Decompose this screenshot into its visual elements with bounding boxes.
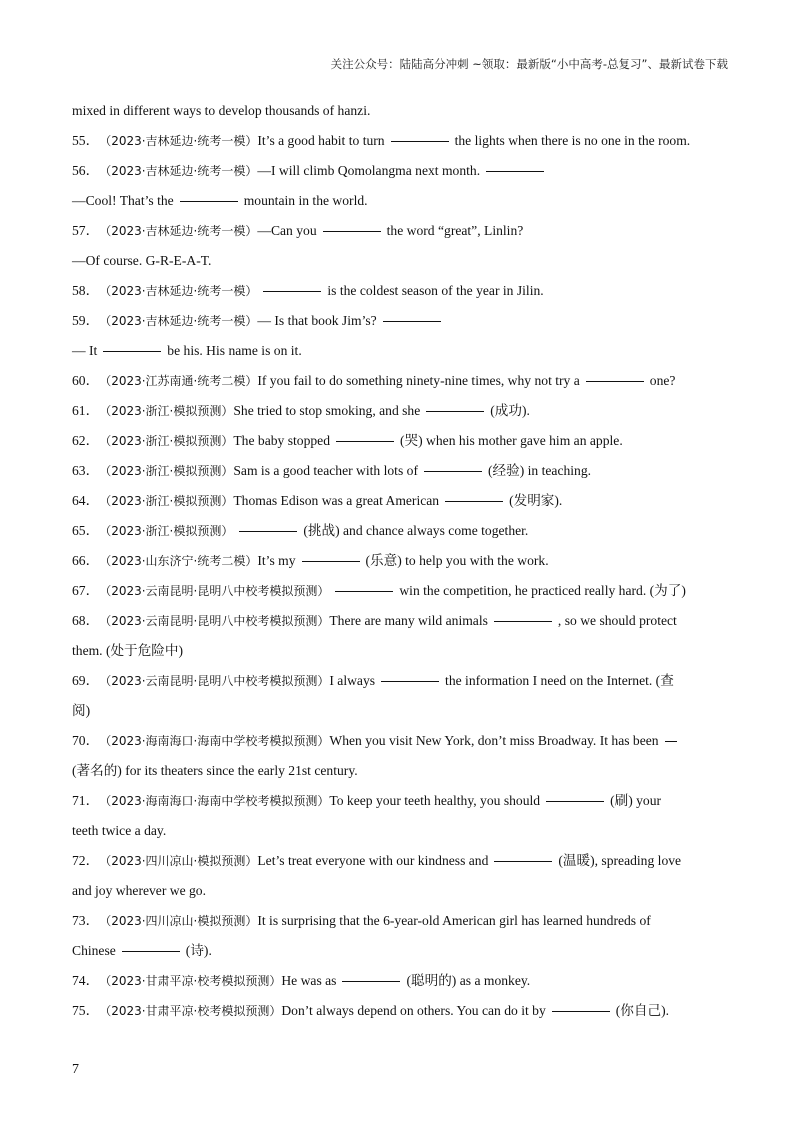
question-source: （2023·吉林延边·统考一模） bbox=[99, 224, 258, 238]
question-source: （2023·海南海口·海南中学校考模拟预测） bbox=[99, 734, 330, 748]
question-number: 68． bbox=[72, 613, 100, 628]
question-number: 69． bbox=[72, 673, 100, 688]
page-header: 关注公众号：陆陆高分冲刺 ~领取：最新版“小中高考-总复习”、最新试卷下载 bbox=[330, 57, 728, 71]
question-source: （2023·浙江·模拟预测） bbox=[99, 404, 234, 418]
question-source: （2023·四川凉山·模拟预测） bbox=[99, 914, 258, 928]
answer-blank[interactable] bbox=[426, 410, 484, 412]
question-text-before: —I will climb Qomolangma next month. bbox=[257, 163, 481, 178]
question-text-before: — Is that book Jim’s? bbox=[257, 313, 377, 328]
question-source: （2023·山东济宁·统考二模） bbox=[99, 554, 258, 568]
answer-blank[interactable] bbox=[263, 290, 321, 292]
question-line bbox=[72, 996, 728, 1026]
question-text-after: (你自己). bbox=[615, 1003, 670, 1018]
continuation-line bbox=[72, 336, 728, 366]
question-text-after: (发明家). bbox=[509, 493, 563, 508]
answer-blank[interactable] bbox=[486, 170, 544, 172]
question-source: （2023·浙江·模拟预测） bbox=[99, 464, 234, 478]
question-text-before: —Can you bbox=[257, 223, 317, 238]
question-line bbox=[72, 126, 728, 156]
continuation-line bbox=[72, 186, 728, 216]
question-text-before: Sam is a good teacher with lots of bbox=[233, 463, 418, 478]
question-number: 71． bbox=[72, 793, 100, 808]
question-text-after: be his. His name is on it. bbox=[167, 343, 302, 358]
question-source: （2023·吉林延边·统考一模） bbox=[99, 314, 258, 328]
answer-blank[interactable] bbox=[445, 500, 503, 502]
question-text-after: (乐意) to help you with the work. bbox=[365, 553, 549, 568]
line-text: teeth twice a day. bbox=[72, 823, 167, 838]
question-text-before: To keep your teeth healthy, you should bbox=[329, 793, 541, 808]
continuation-line bbox=[72, 876, 728, 906]
answer-blank[interactable] bbox=[665, 740, 677, 742]
question-text-before: Don’t always depend on others. You can do it by bbox=[281, 1003, 546, 1018]
answer-blank[interactable] bbox=[383, 320, 441, 322]
answer-blank[interactable] bbox=[342, 980, 400, 982]
question-source: （2023·浙江·模拟预测） bbox=[99, 524, 234, 538]
question-text-before: It is surprising that the 6-year-old American girl has learned hundreds of bbox=[257, 913, 651, 928]
question-number: 63． bbox=[72, 463, 100, 478]
question-text-after: mountain in the world. bbox=[243, 193, 368, 208]
question-number: 72． bbox=[72, 853, 100, 868]
answer-blank[interactable] bbox=[381, 680, 439, 682]
question-line bbox=[72, 306, 728, 336]
question-line bbox=[72, 486, 728, 516]
answer-blank[interactable] bbox=[424, 470, 482, 472]
answer-blank[interactable] bbox=[552, 1010, 610, 1012]
question-text-before: I always bbox=[329, 673, 376, 688]
question-line bbox=[72, 516, 728, 546]
question-line bbox=[72, 666, 728, 696]
answer-blank[interactable] bbox=[546, 800, 604, 802]
question-number: 57． bbox=[72, 223, 100, 238]
question-line bbox=[72, 276, 728, 306]
answer-blank[interactable] bbox=[180, 200, 238, 202]
question-number: 59． bbox=[72, 313, 100, 328]
question-source: （2023·云南昆明·昆明八中校考模拟预测） bbox=[99, 584, 330, 598]
line-text: and joy wherever we go. bbox=[72, 883, 206, 898]
question-text-after: (温暖), spreading love bbox=[558, 853, 682, 868]
question-line bbox=[72, 726, 728, 756]
page-number: 7 bbox=[72, 1062, 79, 1077]
continuation-line bbox=[72, 756, 728, 786]
question-text-before: Thomas Edison was a great American bbox=[233, 493, 440, 508]
question-text-after: , so we should protect bbox=[557, 613, 677, 628]
question-text-after: the lights when there is no one in the room. bbox=[454, 133, 691, 148]
question-text-after: (经验) in teaching. bbox=[487, 463, 592, 478]
question-source: （2023·四川凉山·模拟预测） bbox=[99, 854, 258, 868]
question-line bbox=[72, 966, 728, 996]
question-text-before: When you visit New York, don’t miss Broadway. It has been bbox=[329, 733, 659, 748]
question-source: （2023·甘肃平凉·校考模拟预测） bbox=[99, 1004, 282, 1018]
question-line bbox=[72, 216, 728, 246]
continuation-line bbox=[72, 696, 728, 726]
question-text-after: (挑战) and chance always come together. bbox=[303, 523, 529, 538]
question-source: （2023·江苏南通·统考二模） bbox=[99, 374, 258, 388]
answer-blank[interactable] bbox=[335, 590, 393, 592]
question-line bbox=[72, 786, 728, 816]
question-number: 58． bbox=[72, 283, 100, 298]
answer-blank[interactable] bbox=[302, 560, 360, 562]
question-line bbox=[72, 546, 728, 576]
question-number: 67． bbox=[72, 583, 100, 598]
continuation-line bbox=[72, 246, 728, 276]
question-text-after: the information I need on the Internet. (查 bbox=[445, 673, 674, 688]
question-text-before: Let’s treat everyone with our kindness and bbox=[257, 853, 489, 868]
question-text-after: (刷) your bbox=[610, 793, 662, 808]
question-number: 55． bbox=[72, 133, 100, 148]
question-text-before: It’s a good habit to turn bbox=[257, 133, 385, 148]
answer-blank[interactable] bbox=[323, 230, 381, 232]
answer-blank[interactable] bbox=[103, 350, 161, 352]
answer-blank[interactable] bbox=[586, 380, 644, 382]
question-line bbox=[72, 576, 728, 606]
line-text: mixed in different ways to develop thousands of hanzi. bbox=[72, 103, 371, 118]
question-text-after: is the coldest season of the year in Jilin. bbox=[327, 283, 544, 298]
question-text-before: If you fail to do something ninety-nine times, why not try a bbox=[257, 373, 580, 388]
question-source: （2023·浙江·模拟预测） bbox=[99, 494, 234, 508]
question-line bbox=[72, 156, 728, 186]
question-line bbox=[72, 366, 728, 396]
question-line bbox=[72, 906, 728, 936]
answer-blank[interactable] bbox=[494, 860, 552, 862]
question-text-before: — It bbox=[72, 343, 98, 358]
question-number: 70． bbox=[72, 733, 100, 748]
question-text-before: It’s my bbox=[257, 553, 296, 568]
question-text-before: She tried to stop smoking, and she bbox=[233, 403, 421, 418]
continuation-line bbox=[72, 96, 728, 126]
question-line bbox=[72, 426, 728, 456]
answer-blank[interactable] bbox=[336, 440, 394, 442]
question-number: 62． bbox=[72, 433, 100, 448]
question-text-before: He was as bbox=[281, 973, 337, 988]
question-source: （2023·云南昆明·昆明八中校考模拟预测） bbox=[99, 674, 330, 688]
question-source: （2023·云南昆明·昆明八中校考模拟预测） bbox=[99, 614, 330, 628]
question-text-before: There are many wild animals bbox=[329, 613, 488, 628]
continuation-line bbox=[72, 636, 728, 666]
continuation-line bbox=[72, 816, 728, 846]
answer-blank[interactable] bbox=[494, 620, 552, 622]
question-source: （2023·浙江·模拟预测） bbox=[99, 434, 234, 448]
question-line bbox=[72, 396, 728, 426]
question-text-after: (聪明的) as a monkey. bbox=[406, 973, 531, 988]
line-text: (著名的) for its theaters since the early 21st century. bbox=[72, 763, 358, 778]
answer-blank[interactable] bbox=[239, 530, 297, 532]
question-text-before: The baby stopped bbox=[233, 433, 331, 448]
question-number: 75． bbox=[72, 1003, 100, 1018]
question-line bbox=[72, 846, 728, 876]
question-text-before: —Cool! That’s the bbox=[72, 193, 174, 208]
line-text: 阅) bbox=[72, 703, 91, 718]
question-list bbox=[72, 96, 728, 1026]
question-source: （2023·甘肃平凉·校考模拟预测） bbox=[99, 974, 282, 988]
question-text-after: the word “great”, Linlin? bbox=[386, 223, 524, 238]
question-source: （2023·吉林延边·统考一模） bbox=[99, 284, 258, 298]
question-text-after: win the competition, he practiced really hard. (为了) bbox=[399, 583, 686, 598]
question-number: 73． bbox=[72, 913, 100, 928]
question-source: （2023·海南海口·海南中学校考模拟预测） bbox=[99, 794, 330, 808]
answer-blank[interactable] bbox=[122, 950, 180, 952]
question-text-after: (成功). bbox=[490, 403, 530, 418]
question-text-after: (诗). bbox=[185, 943, 212, 958]
question-line bbox=[72, 606, 728, 636]
question-line bbox=[72, 456, 728, 486]
question-text-after: one? bbox=[649, 373, 676, 388]
question-text-before: Chinese bbox=[72, 943, 116, 958]
question-source: （2023·吉林延边·统考一模） bbox=[99, 134, 258, 148]
question-number: 56． bbox=[72, 163, 100, 178]
answer-blank[interactable] bbox=[391, 140, 449, 142]
line-text: them. (处于危险中) bbox=[72, 643, 183, 658]
question-number: 61． bbox=[72, 403, 100, 418]
question-number: 66． bbox=[72, 553, 100, 568]
line-text: —Of course. G-R-E-A-T. bbox=[72, 253, 212, 268]
question-number: 65． bbox=[72, 523, 100, 538]
question-number: 64． bbox=[72, 493, 100, 508]
question-text-after: (哭) when his mother gave him an apple. bbox=[400, 433, 623, 448]
question-number: 74． bbox=[72, 973, 100, 988]
continuation-line bbox=[72, 936, 728, 966]
question-source: （2023·吉林延边·统考一模） bbox=[99, 164, 258, 178]
question-number: 60． bbox=[72, 373, 100, 388]
